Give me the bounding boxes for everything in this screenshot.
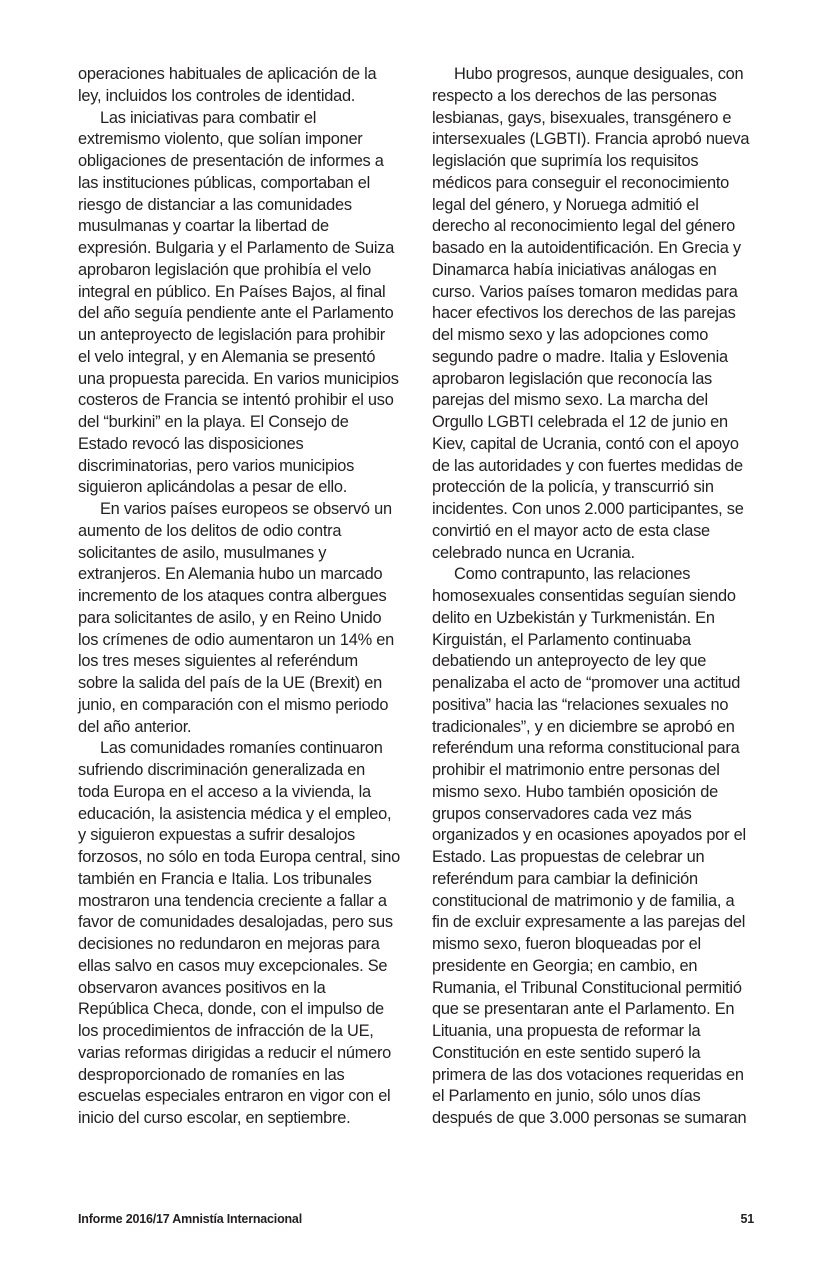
paragraph: Como contrapunto, las relaciones homosexuales consentidas seguían siendo delito en Uzbekistán y Turkmenistán. En Kirguistán, el Parlamento continuaba debatiendo un anteproyecto de ley que penalizaba el acto de “promover una actitud positiva” hacia las “relaciones sexuales no tradicionales”, y en diciembre se aprobó en referéndum una reforma constitucional para prohibir el matrimonio entre personas del mismo sexo. Hubo también oposición de grupos conservadores cada vez más organizados y en ocasiones apoyados por el Estado. Las propuestas de celebrar un referéndum para cambiar la definición constitucional de matrimonio y de familia, a fin de excluir expresamente a las parejas del mismo sexo, fueron bloqueadas por el presidente en Georgia; en cambio, en Rumania, el Tribunal Constitucional permitió que se presentaran ante el Parlamento. En Lituania, una propuesta de reformar la Constitución en este sentido superó la primera de las dos votaciones requeridas en el Parlamento en junio, sólo unos días después de que 3.000 personas se sumaran: [432, 565, 747, 1127]
left-text-column: [78, 64, 400, 1130]
paragraph: Las iniciativas para combatir el extremismo violento, que solían imponer obligaciones de presentación de informes a las instituciones públicas, comportaban el riesgo de distanciar a las comunidades musulmanas y coartar la libertad de expresión. Bulgaria y el Parlamento de Suiza aprobaron legislación que prohibía el velo integral en público. En Países Bajos, al final del año seguía pendiente ante el Parlamento un anteproyecto de legislación para prohibir el velo integral, y en Alemania se presentó una propuesta parecida. En varios municipios costeros de Francia se intentó prohibir el uso del “burkini” en la playa. El Consejo de Estado revocó las disposiciones discriminatorias, pero varios municipios siguieron aplicándolas a pesar de ello.: [78, 108, 399, 497]
right-text-column: [432, 64, 754, 1130]
footer-publication-title: Informe 2016/17 Amnistía Internacional: [78, 1212, 302, 1226]
paragraph: Las comunidades romaníes continuaron sufriendo discriminación generalizada en toda Europa en el acceso a la vivienda, la educación, la asistencia médica y el empleo, y siguieron expuestas a sufrir desalojos forzosos, no sólo en toda Europa central, sino también en Francia e Italia. Los tribunales mostraron una tendencia creciente a fallar a favor de comunidades desalojadas, pero sus decisiones no redundaron en mejoras para ellas salvo en casos muy excepcionales. Se observaron avances positivos en la República Checa, donde, con el impulso de los procedimientos de infracción de la UE, varias reformas dirigidas a reducir el número desproporcionado de romaníes en las escuelas especiales entraron en vigor con el inicio del curso escolar, en septiembre.: [78, 739, 400, 1127]
paragraph: operaciones habituales de aplicación de la ley, incluidos los controles de identidad.: [78, 65, 377, 105]
page-footer: [78, 1212, 754, 1232]
paragraph: En varios países europeos se observó un aumento de los delitos de odio contra solicitantes de asilo, musulmanes y extranjeros. En Alemania hubo un marcado incremento de los ataques contra albergues para solicitantes de asilo, y en Reino Unido los crímenes de odio aumentaron un 14% en los tres meses siguientes al referéndum sobre la salida del país de la UE (Brexit) en junio, en comparación con el mismo periodo del año anterior.: [78, 500, 394, 736]
page-number: 51: [740, 1212, 754, 1226]
paragraph: Hubo progresos, aunque desiguales, con respecto a los derechos de las personas lesbianas, gays, bisexuales, transgénero e intersexuales (LGBTI). Francia aprobó nueva legislación que suprimía los requisitos médicos para conseguir el reconocimiento legal del género, y Noruega admitió el derecho al reconocimiento legal del género basado en la autoidentificación. En Grecia y Dinamarca había iniciativas análogas en curso. Varios países tomaron medidas para hacer efectivos los derechos de las parejas del mismo sexo y las adopciones como segundo padre o madre. Italia y Eslovenia aprobaron legislación que reconocía las parejas del mismo sexo. La marcha del Orgullo LGBTI celebrada el 12 de junio en Kiev, capital de Ucrania, contó con el apoyo de las autoridades y con fuertes medidas de protección de la policía, y transcurrió sin incidentes. Con unos 2.000 participantes, se convirtió en el mayor acto de esta clase celebrado nunca en Ucrania.: [432, 65, 750, 562]
